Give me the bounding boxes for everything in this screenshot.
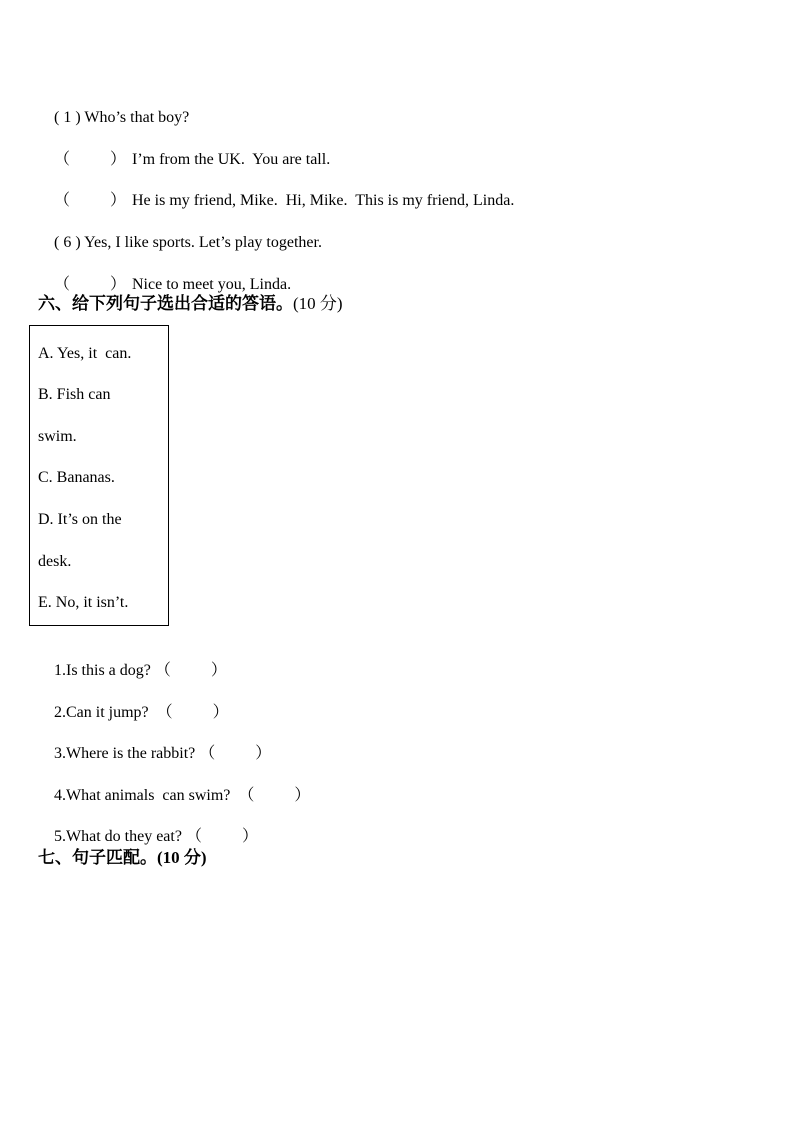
section-7-title: 七、句子匹配。 (38, 848, 157, 868)
question-text: 4.What animals can swim? (54, 787, 231, 804)
dialog-text: ( 6 ) Yes, I like sports. Let’s play together. (54, 234, 322, 251)
option-c: C. Bananas. (38, 469, 115, 486)
dialog-text: I’m from the UK. You are tall. (132, 151, 331, 168)
section-6-score: (10 分) (293, 294, 343, 313)
dialog-text: He is my friend, Mike. Hi, Mike. This is my friend, Linda. (132, 192, 515, 209)
option-b-cont: swim. (38, 428, 77, 445)
option-d-cont: desk. (38, 553, 72, 570)
dialog-text: ( 1 ) Who’s that boy? (54, 109, 190, 126)
option-e: E. No, it isn’t. (38, 594, 129, 611)
question-text: 1.Is this a dog? (54, 662, 151, 679)
question-text: 5.What do they eat? (54, 828, 182, 845)
answer-blank[interactable]: （ ） (199, 745, 272, 762)
answer-options-box (29, 325, 169, 626)
dialog-text: Nice to meet you, Linda. (132, 276, 292, 293)
answer-blank[interactable]: （ ） (185, 828, 258, 845)
option-b: B. Fish can (38, 386, 111, 403)
answer-blank[interactable]: （ ） (238, 787, 311, 804)
answer-blank[interactable]: （ ） (54, 276, 127, 293)
answer-blank[interactable]: （ ） (54, 192, 127, 209)
section-7-heading (38, 847, 207, 869)
answer-blank[interactable]: （ ） (154, 662, 227, 679)
question-text: 3.Where is the rabbit? (54, 745, 196, 762)
option-a: A. Yes, it can. (38, 345, 132, 362)
answer-blank[interactable]: （ ） (156, 704, 229, 721)
section-6-heading (38, 293, 343, 315)
answer-blank[interactable]: （ ） (54, 151, 127, 168)
section-7-score: (10 分) (157, 848, 207, 867)
section-6-title: 六、给下列句子选出合适的答语。 (38, 294, 293, 314)
option-d: D. It’s on the (38, 511, 122, 528)
question-text: 2.Can it jump? (54, 704, 149, 721)
